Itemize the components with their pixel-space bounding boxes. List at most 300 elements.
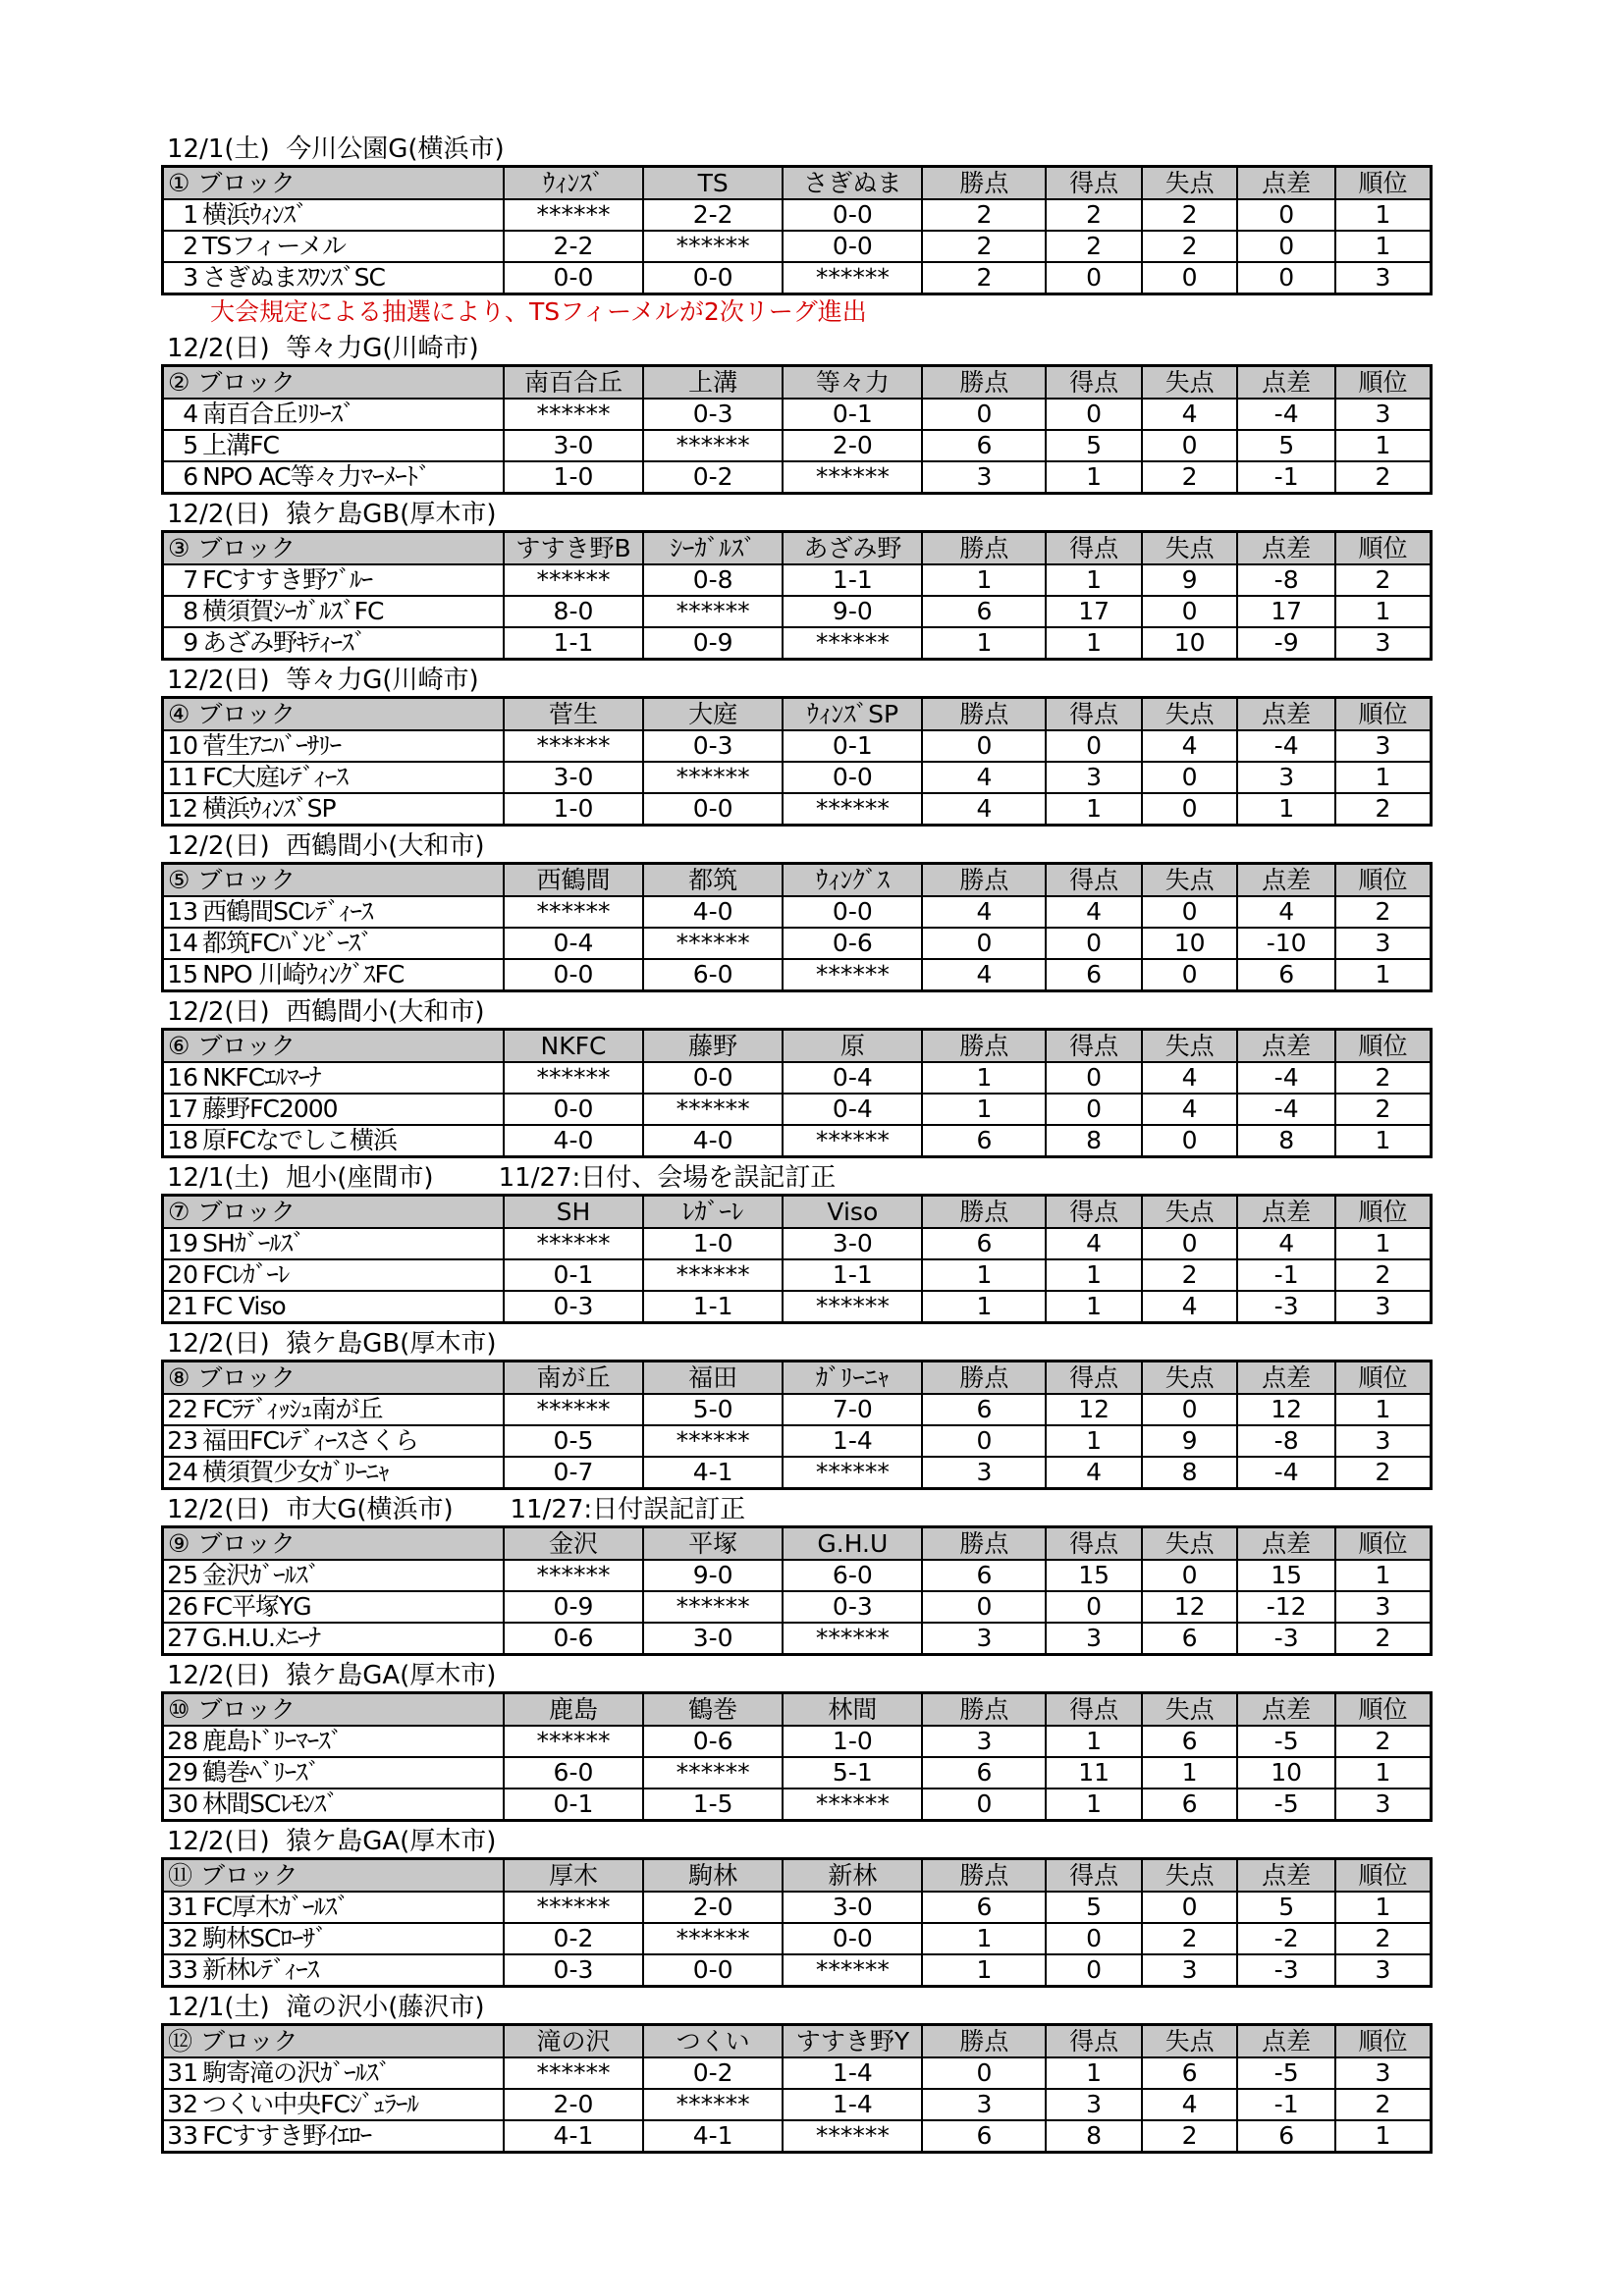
goals-for-cell: 3: [1046, 2089, 1142, 2120]
table-row: [163, 928, 1432, 959]
table-row: [163, 1457, 1432, 1489]
result-cell: ******: [783, 1954, 922, 1987]
stat-header: 点差: [1237, 2025, 1335, 2058]
result-cell: 4-1: [643, 1457, 783, 1489]
team-number: 22: [163, 1394, 201, 1425]
team-number: 19: [163, 1228, 201, 1259]
table-header-row: [163, 1030, 1432, 1063]
venue-heading: 12/2(日) 猿ケ島GA(厚木市): [167, 1827, 497, 1856]
goals-for-cell: 6: [1046, 959, 1142, 991]
goals-against-cell: 9: [1142, 564, 1238, 596]
opponent-header: 鹿島: [504, 1693, 643, 1727]
rank-cell: 1: [1335, 762, 1432, 793]
venue-heading: 12/1(土) 旭小(座間市) 11/27:日付、会場を誤記訂正: [167, 1163, 837, 1193]
table-row: [163, 1228, 1432, 1259]
rank-cell: 1: [1335, 199, 1432, 231]
goals-for-cell: 4: [1046, 1228, 1142, 1259]
result-cell: ******: [643, 1591, 783, 1623]
result-cell: 4-1: [643, 2120, 783, 2153]
opponent-header: 西鶴間: [504, 864, 643, 897]
stat-header: 失点: [1142, 864, 1238, 897]
goals-for-cell: 8: [1046, 2120, 1142, 2153]
rank-cell: 1: [1335, 1394, 1432, 1425]
stat-header: 失点: [1142, 1859, 1238, 1893]
result-cell: 1-4: [783, 2057, 922, 2089]
result-cell: 6-0: [643, 959, 783, 991]
stat-header: 順位: [1335, 1693, 1432, 1727]
result-cell: 5-0: [643, 1394, 783, 1425]
points-cell: 4: [922, 896, 1046, 928]
block-label: ④ ブロック: [163, 698, 504, 731]
team-name: 金沢ｶﾞｰﾙｽﾞ: [200, 1560, 504, 1591]
block-table: [161, 1028, 1433, 1158]
goals-for-cell: 1: [1046, 1291, 1142, 1323]
block-table: [161, 165, 1433, 295]
goals-against-cell: 2: [1142, 1923, 1238, 1954]
stat-header: 勝点: [922, 1693, 1046, 1727]
opponent-header: G.H.U: [783, 1527, 922, 1561]
result-cell: 3-0: [783, 1228, 922, 1259]
points-cell: 2: [922, 262, 1046, 294]
rank-cell: 2: [1335, 1259, 1432, 1291]
table-row: [163, 1757, 1432, 1789]
team-number: 2: [163, 231, 201, 262]
team-number: 33: [163, 1954, 201, 1987]
result-cell: ******: [643, 1259, 783, 1291]
team-number: 4: [163, 399, 201, 430]
team-number: 20: [163, 1259, 201, 1291]
table-row: [163, 1892, 1432, 1923]
result-cell: ******: [783, 1789, 922, 1821]
goals-for-cell: 4: [1046, 1457, 1142, 1489]
stat-header: 順位: [1335, 167, 1432, 200]
points-cell: 2: [922, 231, 1046, 262]
stat-header: 得点: [1046, 167, 1142, 200]
table-row: [163, 564, 1432, 596]
goals-against-cell: 8: [1142, 1457, 1238, 1489]
goal-diff-cell: -8: [1237, 564, 1335, 596]
result-cell: 0-4: [783, 1094, 922, 1125]
stat-header: 順位: [1335, 2025, 1432, 2058]
goal-diff-cell: -12: [1237, 1591, 1335, 1623]
points-cell: 6: [922, 1394, 1046, 1425]
stat-header: 点差: [1237, 1527, 1335, 1561]
result-cell: ******: [783, 2120, 922, 2153]
block-label: ⑫ ブロック: [163, 2025, 504, 2058]
team-name: 藤野FC2000: [200, 1094, 504, 1125]
goals-against-cell: 0: [1142, 762, 1238, 793]
goals-against-cell: 2: [1142, 2120, 1238, 2153]
goal-diff-cell: -3: [1237, 1291, 1335, 1323]
table-header-row: [163, 1196, 1432, 1229]
table-header-row: [163, 1859, 1432, 1893]
table-row: [163, 1125, 1432, 1157]
rank-cell: 2: [1335, 1726, 1432, 1757]
result-cell: 9-0: [783, 596, 922, 627]
goals-against-cell: 2: [1142, 1259, 1238, 1291]
team-name: 鶴巻ﾍﾞﾘｰｽﾞ: [200, 1757, 504, 1789]
stat-header: 失点: [1142, 167, 1238, 200]
result-cell: ******: [504, 1394, 643, 1425]
goals-for-cell: 8: [1046, 1125, 1142, 1157]
points-cell: 0: [922, 1789, 1046, 1821]
result-cell: 0-3: [504, 1954, 643, 1987]
opponent-header: 菅生: [504, 698, 643, 731]
team-number: 9: [163, 627, 201, 660]
opponent-header: ﾚｶﾞｰﾚ: [643, 1196, 783, 1229]
venue-heading: 12/1(土) 滝の沢小(藤沢市): [167, 1993, 485, 2022]
team-number: 26: [163, 1591, 201, 1623]
team-name: 上溝FC: [200, 430, 504, 461]
table-row: [163, 1923, 1432, 1954]
block-label: ③ ブロック: [163, 532, 504, 565]
points-cell: 6: [922, 1560, 1046, 1591]
table-row: [163, 1726, 1432, 1757]
goal-diff-cell: -4: [1237, 1062, 1335, 1094]
venue-heading: 12/2(日) 等々力G(川崎市): [167, 334, 479, 363]
result-cell: ******: [783, 262, 922, 294]
opponent-header: ｳｨﾝｽﾞSP: [783, 698, 922, 731]
team-name: 福田FCﾚﾃﾞｨｰｽさくら: [200, 1425, 504, 1457]
table-row: [163, 793, 1432, 826]
result-cell: 0-0: [504, 262, 643, 294]
stat-header: 順位: [1335, 1859, 1432, 1893]
result-cell: ******: [643, 430, 783, 461]
rank-cell: 1: [1335, 1125, 1432, 1157]
team-name: FC厚木ｶﾞｰﾙｽﾞ: [200, 1892, 504, 1923]
result-cell: 0-1: [504, 1259, 643, 1291]
result-cell: 0-1: [783, 399, 922, 430]
block-table: [161, 696, 1433, 827]
rank-cell: 3: [1335, 1789, 1432, 1821]
result-cell: 2-0: [783, 430, 922, 461]
stat-header: 順位: [1335, 1362, 1432, 1395]
result-cell: 0-3: [783, 1591, 922, 1623]
team-number: 6: [163, 461, 201, 494]
stat-header: 勝点: [922, 698, 1046, 731]
opponent-header: 原: [783, 1030, 922, 1063]
team-number: 24: [163, 1457, 201, 1489]
block-label: ⑦ ブロック: [163, 1196, 504, 1229]
opponent-header: 南が丘: [504, 1362, 643, 1395]
block-table: [161, 1691, 1433, 1822]
venue-heading: 12/2(日) 等々力G(川崎市): [167, 666, 479, 695]
team-number: 27: [163, 1623, 201, 1655]
block-label: ⑥ ブロック: [163, 1030, 504, 1063]
points-cell: 6: [922, 596, 1046, 627]
stat-header: 点差: [1237, 366, 1335, 400]
team-number: 1: [163, 199, 201, 231]
opponent-header: ｳｨﾝｸﾞｽ: [783, 864, 922, 897]
team-name: つくい中央FCｼﾞｭﾗｰﾙ: [200, 2089, 504, 2120]
result-cell: 0-6: [643, 1726, 783, 1757]
points-cell: 0: [922, 928, 1046, 959]
goals-for-cell: 0: [1046, 730, 1142, 762]
result-cell: 3-0: [504, 430, 643, 461]
goals-against-cell: 3: [1142, 1954, 1238, 1987]
rank-cell: 3: [1335, 262, 1432, 294]
table-row: [163, 596, 1432, 627]
result-cell: 0-4: [504, 928, 643, 959]
goal-diff-cell: -5: [1237, 1726, 1335, 1757]
result-cell: ******: [783, 1623, 922, 1655]
result-cell: ******: [643, 2089, 783, 2120]
team-name: SHｶﾞｰﾙｽﾞ: [200, 1228, 504, 1259]
rank-cell: 3: [1335, 399, 1432, 430]
goals-against-cell: 0: [1142, 896, 1238, 928]
team-number: 23: [163, 1425, 201, 1457]
team-name: 新林ﾚﾃﾞｨｰｽ: [200, 1954, 504, 1987]
result-cell: 1-0: [504, 461, 643, 494]
goals-for-cell: 1: [1046, 1259, 1142, 1291]
goals-against-cell: 6: [1142, 1623, 1238, 1655]
goals-against-cell: 6: [1142, 1789, 1238, 1821]
result-cell: 2-0: [504, 2089, 643, 2120]
result-cell: 0-0: [504, 959, 643, 991]
goal-diff-cell: -8: [1237, 1425, 1335, 1457]
goal-diff-cell: -2: [1237, 1923, 1335, 1954]
opponent-header: 上溝: [643, 366, 783, 400]
stat-header: 失点: [1142, 366, 1238, 400]
block-label: ⑧ ブロック: [163, 1362, 504, 1395]
result-cell: ******: [504, 2057, 643, 2089]
result-cell: 0-0: [783, 199, 922, 231]
table-header-row: [163, 167, 1432, 200]
stat-header: 点差: [1237, 532, 1335, 565]
goal-diff-cell: 1: [1237, 793, 1335, 826]
result-cell: ******: [783, 793, 922, 826]
rank-cell: 3: [1335, 2057, 1432, 2089]
stat-header: 順位: [1335, 1030, 1432, 1063]
result-cell: 1-1: [783, 564, 922, 596]
goals-for-cell: 0: [1046, 1591, 1142, 1623]
rank-cell: 2: [1335, 564, 1432, 596]
goals-against-cell: 4: [1142, 730, 1238, 762]
rank-cell: 1: [1335, 959, 1432, 991]
goal-diff-cell: -1: [1237, 2089, 1335, 2120]
venue-heading: 12/2(日) 猿ケ島GB(厚木市): [167, 1329, 497, 1359]
result-cell: 0-7: [504, 1457, 643, 1489]
goals-against-cell: 0: [1142, 1892, 1238, 1923]
points-cell: 0: [922, 730, 1046, 762]
team-name: 横須賀ｼｰｶﾞﾙｽﾞFC: [200, 596, 504, 627]
result-cell: 6-0: [504, 1757, 643, 1789]
goal-diff-cell: 17: [1237, 596, 1335, 627]
block-label: ① ブロック: [163, 167, 504, 200]
goals-for-cell: 1: [1046, 2057, 1142, 2089]
team-number: 21: [163, 1291, 201, 1323]
stat-header: 失点: [1142, 1527, 1238, 1561]
opponent-header: 金沢: [504, 1527, 643, 1561]
opponent-header: さぎぬま: [783, 167, 922, 200]
rank-cell: 3: [1335, 1291, 1432, 1323]
goals-against-cell: 9: [1142, 1425, 1238, 1457]
team-number: 10: [163, 730, 201, 762]
points-cell: 6: [922, 430, 1046, 461]
rank-cell: 2: [1335, 1923, 1432, 1954]
table-row: [163, 730, 1432, 762]
team-name: FCﾚｶﾞｰﾚ: [200, 1259, 504, 1291]
table-row: [163, 231, 1432, 262]
stat-header: 点差: [1237, 1859, 1335, 1893]
team-name: 都筑FCﾊﾞﾝﾋﾞｰｽﾞ: [200, 928, 504, 959]
stat-header: 順位: [1335, 1527, 1432, 1561]
rank-cell: 2: [1335, 1623, 1432, 1655]
stat-header: 点差: [1237, 1693, 1335, 1727]
venue-heading: 12/2(日) 市大G(横浜市) 11/27:日付誤記訂正: [167, 1495, 746, 1524]
result-cell: 0-0: [783, 231, 922, 262]
block-table: [161, 364, 1433, 495]
rank-cell: 2: [1335, 1062, 1432, 1094]
result-cell: ******: [504, 1062, 643, 1094]
points-cell: 4: [922, 762, 1046, 793]
points-cell: 4: [922, 959, 1046, 991]
table-row: [163, 2120, 1432, 2153]
result-cell: 0-0: [643, 1954, 783, 1987]
goals-against-cell: 4: [1142, 2089, 1238, 2120]
points-cell: 0: [922, 1591, 1046, 1623]
stat-header: 失点: [1142, 1030, 1238, 1063]
team-name: さぎぬまｽﾜﾝｽﾞSC: [200, 262, 504, 294]
goals-for-cell: 0: [1046, 1954, 1142, 1987]
table-row: [163, 1954, 1432, 1987]
result-cell: ******: [643, 928, 783, 959]
stat-header: 順位: [1335, 698, 1432, 731]
goals-for-cell: 5: [1046, 1892, 1142, 1923]
goal-diff-cell: 8: [1237, 1125, 1335, 1157]
goals-against-cell: 2: [1142, 461, 1238, 494]
result-cell: 0-1: [783, 730, 922, 762]
result-cell: 1-5: [643, 1789, 783, 1821]
goal-diff-cell: -3: [1237, 1623, 1335, 1655]
team-name: 南百合丘ﾘﾘｰｽﾞ: [200, 399, 504, 430]
goal-diff-cell: -4: [1237, 399, 1335, 430]
stat-header: 得点: [1046, 1693, 1142, 1727]
goals-against-cell: 4: [1142, 1094, 1238, 1125]
table-header-row: [163, 532, 1432, 565]
result-cell: 0-8: [643, 564, 783, 596]
goal-diff-cell: 4: [1237, 896, 1335, 928]
team-name: 西鶴間SCﾚﾃﾞｨｰｽ: [200, 896, 504, 928]
result-cell: 1-0: [643, 1228, 783, 1259]
team-name: G.H.U.ﾒﾆｰﾅ: [200, 1623, 504, 1655]
goals-against-cell: 4: [1142, 1291, 1238, 1323]
opponent-header: 鶴巻: [643, 1693, 783, 1727]
opponent-header: 平塚: [643, 1527, 783, 1561]
block-table: [161, 2023, 1433, 2154]
table-row: [163, 2057, 1432, 2089]
goals-for-cell: 1: [1046, 1425, 1142, 1457]
team-number: 31: [163, 2057, 201, 2089]
team-name: 菅生ｱﾆﾊﾞｰｻﾘｰ: [200, 730, 504, 762]
goals-for-cell: 0: [1046, 399, 1142, 430]
stat-header: 得点: [1046, 1030, 1142, 1063]
rank-cell: 2: [1335, 1094, 1432, 1125]
goals-against-cell: 1: [1142, 1757, 1238, 1789]
result-cell: 0-2: [504, 1923, 643, 1954]
goal-diff-cell: -4: [1237, 730, 1335, 762]
opponent-header: すすき野B: [504, 532, 643, 565]
result-cell: 0-6: [783, 928, 922, 959]
team-name: 横浜ｳｨﾝｽﾞSP: [200, 793, 504, 826]
team-number: 17: [163, 1094, 201, 1125]
goals-against-cell: 0: [1142, 1560, 1238, 1591]
opponent-header: 福田: [643, 1362, 783, 1395]
goal-diff-cell: 6: [1237, 2120, 1335, 2153]
goals-for-cell: 1: [1046, 627, 1142, 660]
goal-diff-cell: -4: [1237, 1094, 1335, 1125]
result-cell: ******: [783, 1125, 922, 1157]
goals-against-cell: 6: [1142, 1726, 1238, 1757]
stat-header: 勝点: [922, 1030, 1046, 1063]
table-row: [163, 262, 1432, 294]
goals-against-cell: 0: [1142, 596, 1238, 627]
result-cell: 0-5: [504, 1425, 643, 1457]
table-row: [163, 1062, 1432, 1094]
result-cell: 0-0: [783, 896, 922, 928]
team-number: 30: [163, 1789, 201, 1821]
stat-header: 順位: [1335, 864, 1432, 897]
result-cell: ******: [643, 596, 783, 627]
block-table: [161, 530, 1433, 661]
points-cell: 3: [922, 2089, 1046, 2120]
goals-for-cell: 3: [1046, 1623, 1142, 1655]
stat-header: 勝点: [922, 2025, 1046, 2058]
team-name: FC平塚YG: [200, 1591, 504, 1623]
team-number: 25: [163, 1560, 201, 1591]
table-header-row: [163, 1527, 1432, 1561]
stat-header: 点差: [1237, 1030, 1335, 1063]
stat-header: 得点: [1046, 1859, 1142, 1893]
table-row: [163, 1259, 1432, 1291]
block-table: [161, 862, 1433, 992]
opponent-header: 滝の沢: [504, 2025, 643, 2058]
table-row: [163, 1425, 1432, 1457]
table-header-row: [163, 698, 1432, 731]
result-cell: ******: [643, 1923, 783, 1954]
goals-for-cell: 0: [1046, 1062, 1142, 1094]
result-cell: ******: [783, 1291, 922, 1323]
stat-header: 失点: [1142, 2025, 1238, 2058]
stat-header: 順位: [1335, 532, 1432, 565]
table-row: [163, 1560, 1432, 1591]
goals-for-cell: 0: [1046, 262, 1142, 294]
result-cell: 0-0: [643, 1062, 783, 1094]
stat-header: 点差: [1237, 864, 1335, 897]
goals-against-cell: 4: [1142, 1062, 1238, 1094]
team-name: あざみ野ｷﾃｨｰｽﾞ: [200, 627, 504, 660]
venue-heading: 12/2(日) 西鶴間小(大和市): [167, 997, 485, 1027]
goals-for-cell: 5: [1046, 430, 1142, 461]
result-cell: ******: [504, 896, 643, 928]
goals-against-cell: 0: [1142, 430, 1238, 461]
goals-for-cell: 2: [1046, 199, 1142, 231]
points-cell: 0: [922, 399, 1046, 430]
result-cell: ******: [504, 1228, 643, 1259]
team-name: 駒寄滝の沢ｶﾞｰﾙｽﾞ: [200, 2057, 504, 2089]
goal-diff-cell: -5: [1237, 1789, 1335, 1821]
table-header-row: [163, 1362, 1432, 1395]
team-number: 7: [163, 564, 201, 596]
opponent-header: ｶﾞﾘｰﾆｬ: [783, 1362, 922, 1395]
goal-diff-cell: -3: [1237, 1954, 1335, 1987]
goal-diff-cell: 10: [1237, 1757, 1335, 1789]
stat-header: 得点: [1046, 2025, 1142, 2058]
rank-cell: 3: [1335, 1425, 1432, 1457]
team-number: 29: [163, 1757, 201, 1789]
goals-for-cell: 15: [1046, 1560, 1142, 1591]
points-cell: 1: [922, 564, 1046, 596]
